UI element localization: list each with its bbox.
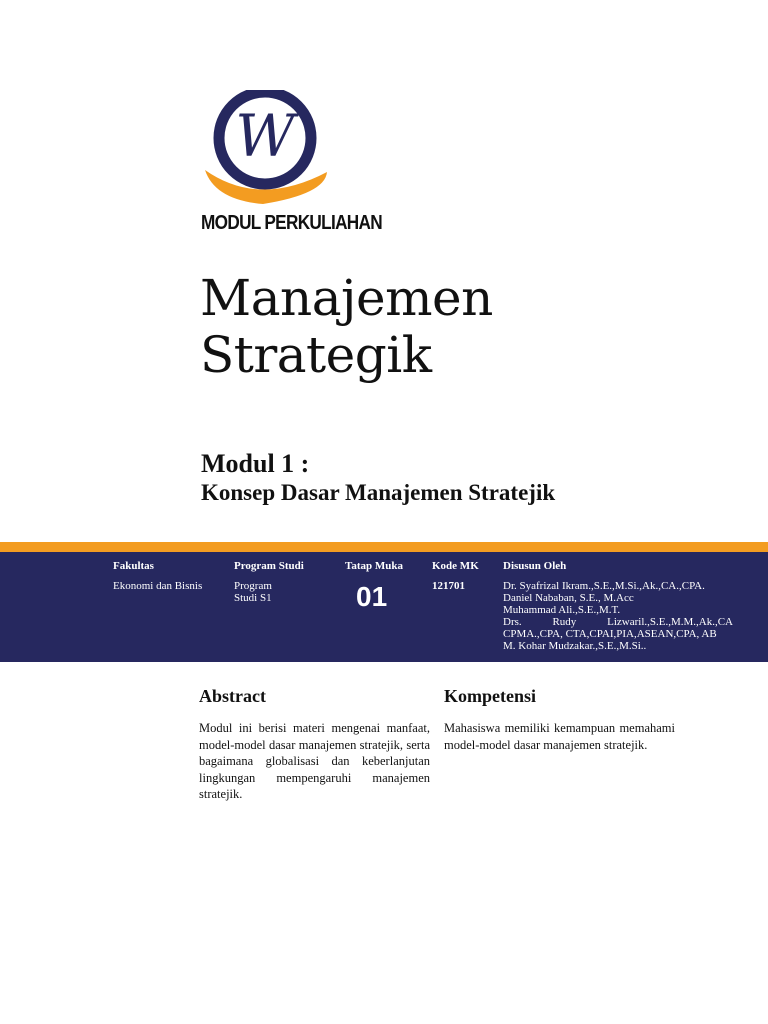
kode-mk-header: Kode MK (432, 560, 479, 572)
module-heading (201, 449, 555, 507)
author-line: Muhammad Ali.,S.E.,M.T. (503, 604, 621, 616)
document-title (200, 270, 493, 384)
kompetensi-heading: Kompetensi (444, 686, 536, 706)
kode-mk-value: 121701 (432, 580, 465, 592)
author-word: Rudy (552, 616, 577, 628)
program-header: Program Studi (234, 560, 304, 572)
abstract-body: Modul ini berisi materi mengenai manfaat, model-model dasar manajemen stratejik, serta bagaimana globalisasi dan keberlanjutan lingkungan mempengaruhi manajemen stratejik. (199, 721, 430, 801)
title-line-2: Strategik (200, 326, 432, 384)
kompetensi-body: Mahasiswa memiliki kemampuan memahami model-model dasar manajemen stratejik. (444, 721, 675, 752)
program-value (234, 580, 272, 604)
program-value-line-2: Studi S1 (234, 592, 272, 604)
author-line (503, 616, 733, 628)
author-word: Drs. (503, 616, 522, 628)
authors-list (503, 580, 733, 652)
orange-divider (0, 542, 768, 552)
program-value-line-1: Program (234, 580, 272, 592)
module-number: Modul 1 : (201, 449, 310, 478)
author-line: Dr. Syafrizal Ikram.,S.E.,M.Si.,Ak.,CA.,CPA. (503, 580, 705, 592)
module-subtitle: Konsep Dasar Manajemen Stratejik (201, 480, 556, 505)
logo-letter: W (235, 102, 295, 170)
title-line-1: Manajemen (200, 269, 493, 327)
author-word: Lizwaril.,S.E.,M.M.,Ak.,CA (607, 616, 733, 628)
author-line: CPMA.,CPA, CTA,CPAI,PIA,ASEAN,CPA, AB (503, 628, 717, 640)
series-label: MODUL PERKULIAHAN (201, 212, 383, 234)
abstract-heading: Abstract (199, 686, 266, 706)
fakultas-value: Ekonomi dan Bisnis (113, 580, 203, 592)
tatap-muka-value: 01 (356, 581, 388, 612)
tatap-muka-header: Tatap Muka (345, 560, 403, 572)
author-line: Daniel Nababan, S.E., M.Acc (503, 592, 634, 604)
fakultas-header: Fakultas (113, 560, 154, 572)
university-logo (199, 90, 331, 208)
disusun-header: Disusun Oleh (503, 560, 567, 572)
author-line: M. Kohar Mudzakar.,S.E.,M.Si.. (503, 640, 647, 652)
